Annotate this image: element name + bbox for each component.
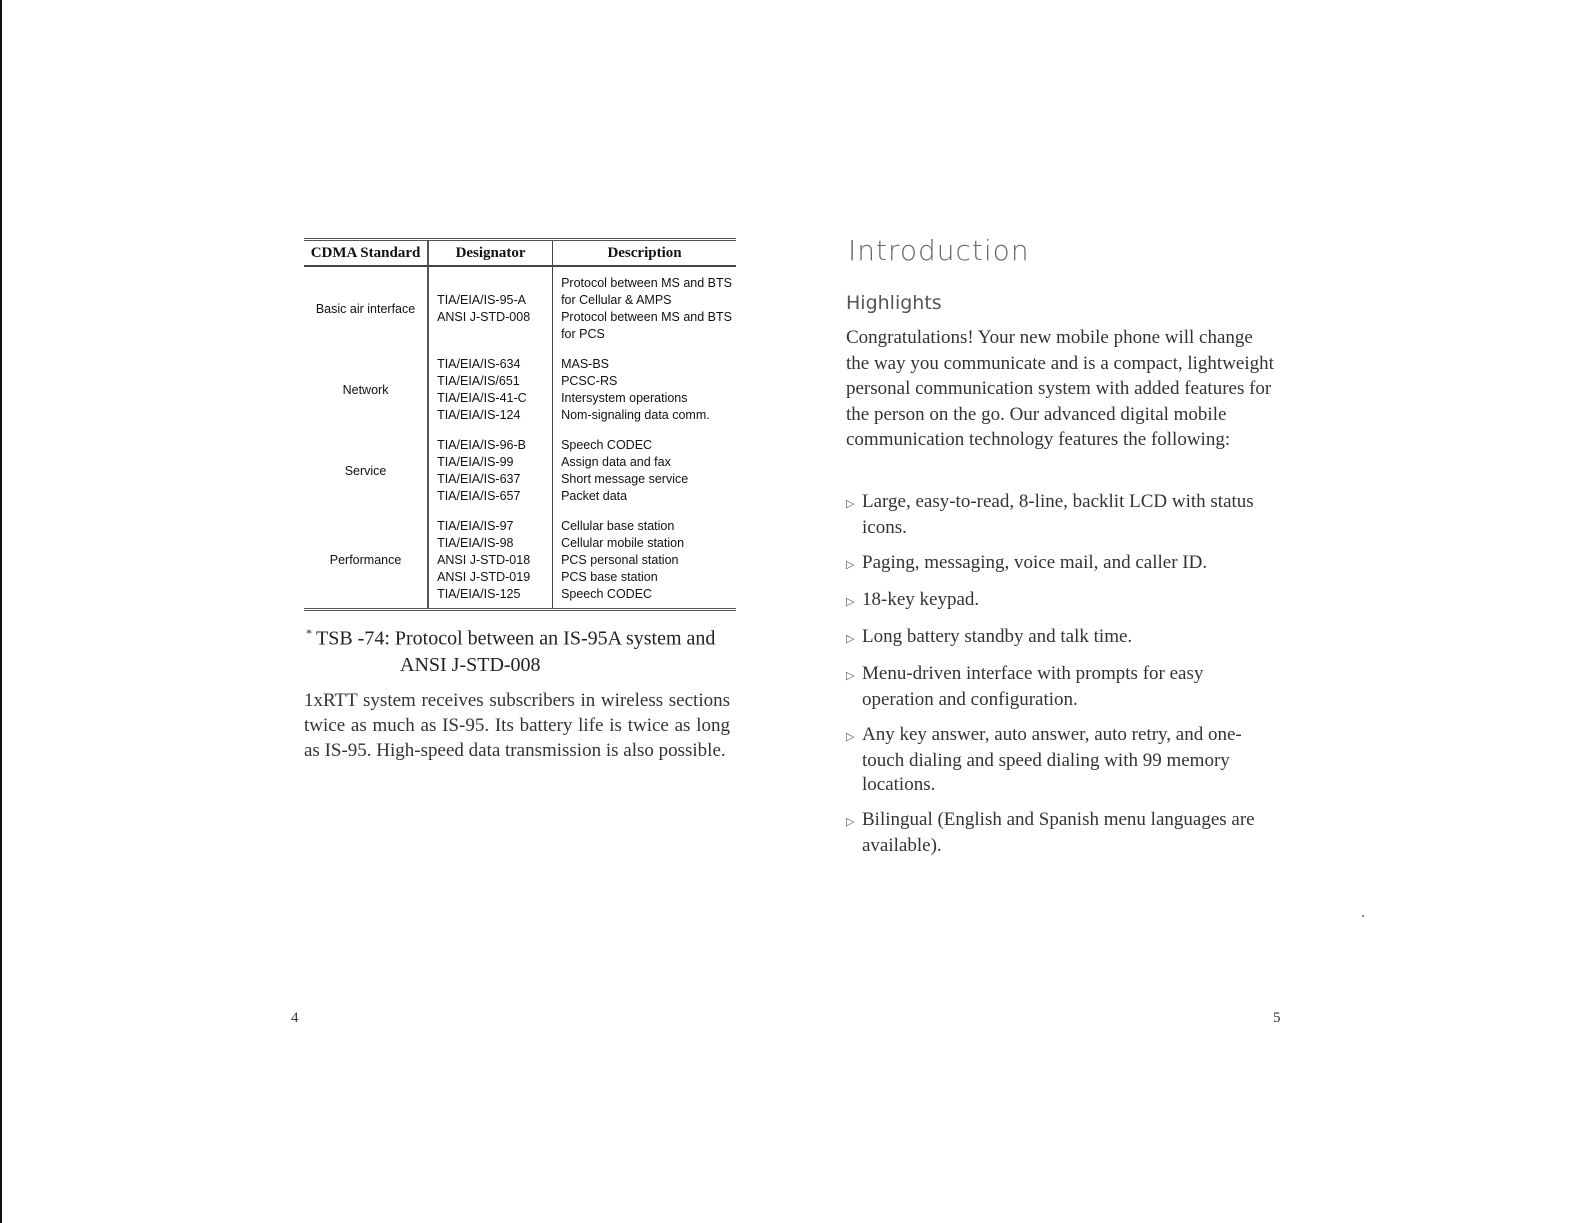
table-row-service bbox=[304, 429, 736, 510]
description-line: Protocol between MS and BTS bbox=[561, 310, 732, 324]
description-line: Intersystem operations bbox=[561, 391, 688, 405]
standard-cell: Performance bbox=[304, 510, 428, 610]
list-item bbox=[846, 551, 1276, 577]
designator-line: TIA/EIA/IS-99 bbox=[437, 455, 514, 469]
description-line: Short message service bbox=[561, 472, 689, 486]
description-line: Nom-signaling data comm. bbox=[561, 408, 710, 422]
list-item bbox=[846, 723, 1276, 797]
description-line: for PCS bbox=[561, 327, 605, 341]
table-row-performance bbox=[304, 510, 736, 610]
arrow-bullet-icon: ▷ bbox=[846, 633, 855, 645]
description-cell bbox=[553, 266, 736, 348]
list-item-text: Menu-driven interface with prompts for easy operation and configuration. bbox=[862, 663, 1204, 710]
table-row-network bbox=[304, 348, 736, 429]
list-item-text: Paging, messaging, voice mail, and caller ID. bbox=[862, 552, 1208, 573]
page-number-left: 4 bbox=[291, 1010, 299, 1026]
description-line: Protocol between MS and BTS bbox=[561, 276, 732, 290]
scan-speck bbox=[1362, 915, 1364, 917]
description-cell bbox=[553, 348, 736, 429]
designator-line: TIA/EIA/IS-657 bbox=[437, 489, 521, 503]
standard-cell: Basic air interface bbox=[304, 266, 428, 348]
cdma-standards-table bbox=[304, 238, 736, 611]
designator-line: TIA/EIA/IS-124 bbox=[437, 408, 521, 422]
designator-line: TIA/EIA/IS-95-A bbox=[437, 293, 526, 307]
arrow-bullet-icon: ▷ bbox=[846, 670, 855, 682]
intro-paragraph: Congratulations! Your new mobile phone will change the way you communicate and is a compact, lightweight personal communication system with added features for the person on the go. Our advanced digital mobile communication technology features the following: bbox=[846, 327, 1274, 450]
right-page bbox=[792, 0, 1584, 1223]
footnote-symbol: * bbox=[306, 626, 312, 640]
description-line: Packet data bbox=[561, 489, 628, 503]
footnote-line-2: ANSI J-STD-008 bbox=[400, 653, 541, 676]
arrow-bullet-icon: ▷ bbox=[846, 498, 855, 510]
description-line: Speech CODEC bbox=[561, 438, 653, 452]
description-cell bbox=[553, 429, 736, 510]
list-item bbox=[846, 625, 1276, 651]
designator-line: TIA/EIA/IS-98 bbox=[437, 536, 514, 550]
designator-cell bbox=[428, 348, 553, 429]
list-item-text: Long battery standby and talk time. bbox=[862, 626, 1133, 647]
description-line: MAS-BS bbox=[561, 357, 609, 371]
header-designator: Designator bbox=[428, 240, 553, 267]
description-line: PCS personal station bbox=[561, 553, 679, 567]
header-description: Description bbox=[553, 240, 736, 267]
arrow-bullet-icon: ▷ bbox=[846, 731, 855, 743]
feature-list bbox=[846, 490, 1276, 869]
list-item-text: Bilingual (English and Spanish menu languages are available). bbox=[862, 809, 1255, 856]
description-cell bbox=[553, 510, 736, 610]
designator-line: ANSI J-STD-019 bbox=[437, 570, 531, 584]
designator-line: TIA/EIA/IS-634 bbox=[437, 357, 521, 371]
arrow-bullet-icon: ▷ bbox=[846, 559, 855, 571]
description-line: Speech CODEC bbox=[561, 587, 653, 601]
list-item-text: Large, easy-to-read, 8-line, backlit LCD with status icons. bbox=[862, 491, 1254, 538]
header-cdma-standard: CDMA Standard bbox=[304, 240, 428, 267]
designator-line: TIA/EIA/IS-96-B bbox=[437, 438, 526, 452]
body-paragraph: 1xRTT system receives subscribers in wireless sections twice as much as IS-95. Its battery life is twice as long as IS-95. High-speed data transmission is also possible. bbox=[304, 690, 730, 761]
standard-cell: Network bbox=[304, 348, 428, 429]
table-row-basic-air-interface bbox=[304, 266, 736, 348]
section-subtitle: Highlights bbox=[846, 292, 942, 314]
section-title: Introduction bbox=[848, 234, 1030, 267]
footnote bbox=[306, 620, 746, 678]
list-item bbox=[846, 662, 1276, 712]
list-item-text: Any key answer, auto answer, auto retry, and one-touch dialing and speed dialing with 99 memory locations. bbox=[862, 724, 1242, 795]
list-item bbox=[846, 588, 1276, 614]
designator-line: TIA/EIA/IS-97 bbox=[437, 519, 514, 533]
designator-cell bbox=[428, 510, 553, 610]
designator-line: ANSI J-STD-008 bbox=[437, 310, 531, 324]
list-item-text: 18-key keypad. bbox=[862, 589, 980, 610]
standard-cell: Service bbox=[304, 429, 428, 510]
list-item bbox=[846, 808, 1276, 858]
arrow-bullet-icon: ▷ bbox=[846, 596, 855, 608]
designator-line: ANSI J-STD-018 bbox=[437, 553, 531, 567]
designator-line: TIA/EIA/IS/651 bbox=[437, 374, 520, 388]
description-line: Cellular mobile station bbox=[561, 536, 685, 550]
arrow-bullet-icon: ▷ bbox=[846, 816, 855, 828]
list-item bbox=[846, 490, 1276, 540]
description-line: PCS base station bbox=[561, 570, 658, 584]
designator-cell bbox=[428, 266, 553, 348]
table-header-row bbox=[304, 240, 736, 267]
designator-cell bbox=[428, 429, 553, 510]
page-number-right: 5 bbox=[1273, 1010, 1281, 1026]
description-line: Cellular base station bbox=[561, 519, 675, 533]
designator-line: TIA/EIA/IS-41-C bbox=[437, 391, 527, 405]
description-line: PCSC-RS bbox=[561, 374, 618, 388]
footnote-line-1: TSB -74: Protocol between an IS-95A system and bbox=[316, 627, 716, 650]
designator-line: TIA/EIA/IS-125 bbox=[437, 587, 521, 601]
description-line: for Cellular & AMPS bbox=[561, 293, 672, 307]
designator-line: TIA/EIA/IS-637 bbox=[437, 472, 521, 486]
description-line: Assign data and fax bbox=[561, 455, 671, 469]
